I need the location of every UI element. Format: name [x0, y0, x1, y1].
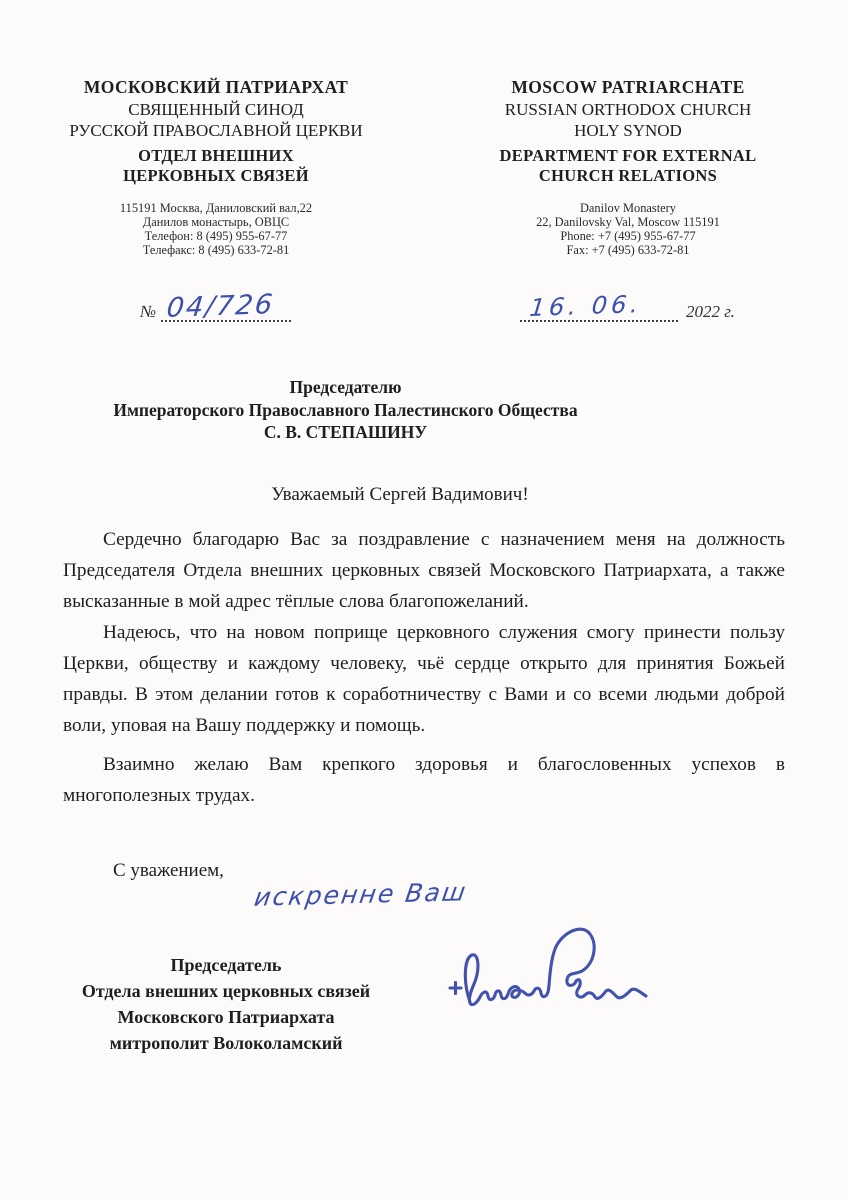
ref-year-label: 2022 г. — [686, 302, 735, 321]
signature-cross — [450, 983, 461, 994]
signature-rank: митрополит Волоколамский — [109, 1033, 343, 1053]
letterhead-ru — [40, 76, 392, 257]
signature-title: Председатель — [170, 955, 282, 975]
dept-line-ru — [40, 146, 392, 186]
body-paragraph: Надеюсь, что на новом поприще церковного служения смогу принести пользу Церкви, обществу и каждому человеку, чьё сердце открыто для принятия Божьей правды. В этом делании готов к соработничеству с Вами и со всеми людьми доброй воли, уповая на Вашу поддержку и помощь. — [63, 622, 785, 736]
letter-body — [63, 524, 785, 811]
closing-respect: С уважением, — [113, 860, 224, 881]
addressee-organization: Императорского Православного Палестинского Общества — [113, 399, 578, 420]
signature-block — [40, 952, 412, 1056]
contact-phone-en: Phone: +7 (495) 955-67-77 — [560, 229, 696, 243]
body-paragraph: Сердечно благодарю Вас за поздравление с назначением меня на должность Председателя Отдела внешних церковных связей Московского Патриархата, а также высказанные в мой адрес тёплые слова благопожеланий. — [63, 529, 785, 612]
ref-date-dots — [520, 290, 678, 322]
org-name-ru: МОСКОВСКИЙ ПАТРИАРХАТ — [83, 77, 349, 97]
contact-phone-ru: Телефон: 8 (495) 955-67-77 — [144, 229, 288, 243]
contact-address-ru: 115191 Москва, Даниловский вал,22 — [119, 201, 313, 215]
signature-stroke — [465, 929, 646, 1004]
contact-fax-en: Fax: +7 (495) 633-72-81 — [566, 243, 690, 257]
dept-line-en — [452, 146, 804, 186]
dept-line-en-1: DEPARTMENT FOR EXTERNAL — [499, 146, 757, 165]
org-line-ru: СВЯЩЕННЫЙ СИНОД — [128, 100, 304, 119]
org-line-en: RUSSIAN ORTHODOX CHURCH — [504, 100, 752, 119]
contact-address2-en: 22, Danilovsky Val, Moscow 115191 — [536, 215, 720, 229]
contact-block-en — [452, 201, 804, 257]
ref-number-field — [140, 289, 291, 324]
signature-organization: Московского Патриархата — [117, 1007, 335, 1027]
signature-autograph — [438, 916, 658, 1034]
addressee-block — [63, 376, 628, 444]
ref-number-dots — [161, 289, 291, 324]
org-line-en: HOLY SYNOD — [574, 121, 682, 140]
addressee-title: Председателю — [289, 377, 402, 397]
letterhead-en — [452, 76, 804, 257]
ref-date-value: 16. 06. — [528, 290, 644, 322]
org-name-en: MOSCOW PATRIARCHATE — [511, 77, 745, 97]
dept-line-ru-2: ЦЕРКОВНЫХ СВЯЗЕЙ — [123, 166, 309, 185]
ref-number-value: 04/726 — [165, 289, 276, 324]
ref-number-label: № — [140, 302, 157, 321]
dept-line-ru-1: ОТДЕЛ ВНЕШНИХ — [138, 146, 294, 165]
contact-address2-ru: Данилов монастырь, ОВЦС — [142, 215, 290, 229]
contact-address-en: Danilov Monastery — [579, 201, 676, 215]
contact-fax-ru: Телефакс: 8 (495) 633-72-81 — [142, 243, 290, 257]
body-paragraph: Взаимно желаю Вам крепкого здоровья и благословенных успехов в многополезных трудах. — [63, 754, 785, 806]
contact-block-ru — [40, 201, 392, 257]
handwritten-note: искренне Ваш — [252, 877, 470, 912]
salutation: Уважаемый Сергей Вадимович! — [271, 484, 529, 505]
signature-department: Отдела внешних церковных связей — [81, 981, 371, 1001]
addressee-name: С. В. СТЕПАШИНУ — [263, 422, 428, 442]
org-line-ru: РУССКОЙ ПРАВОСЛАВНОЙ ЦЕРКВИ — [69, 121, 363, 140]
dept-line-en-2: CHURCH RELATIONS — [538, 166, 718, 185]
ref-date-field — [520, 290, 735, 322]
